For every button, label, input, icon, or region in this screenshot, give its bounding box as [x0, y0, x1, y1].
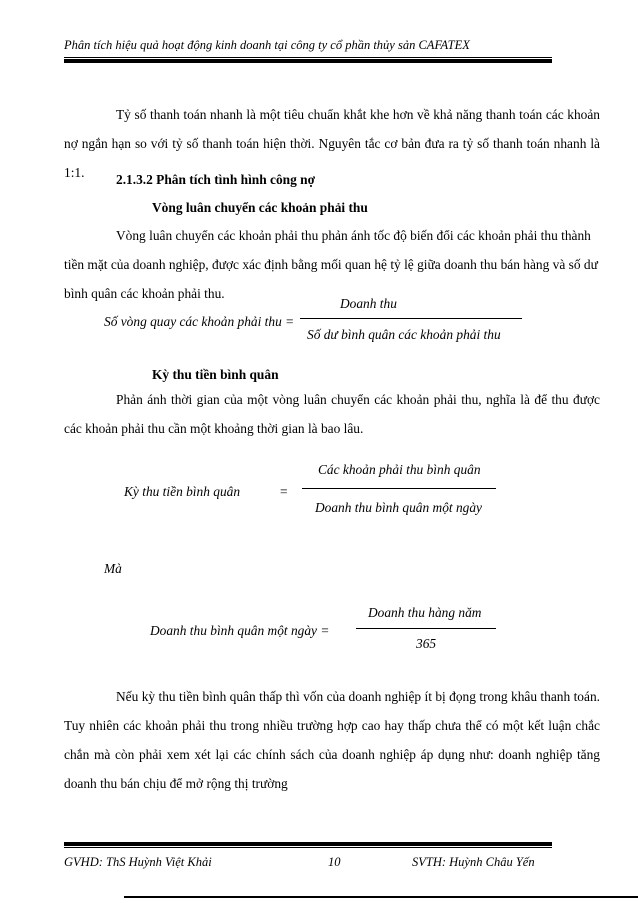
formula1-fraction-bar [300, 318, 522, 319]
paragraph-collection-period-definition: Phản ánh thời gian của một vòng luân chuyển các khoản phải thu, nghĩa là để thu được các khoản phải thu cần một khoảng thời gian là bao lâu. [64, 392, 600, 436]
section-heading: 2.1.3.2 Phân tích tình hình công nợ [116, 172, 316, 187]
formula2-denominator: Doanh thu bình quân một ngày [315, 500, 483, 515]
formula1-numerator: Doanh thu [340, 296, 397, 311]
footer-advisor: GVHD: ThS Huỳnh Việt Khải [64, 855, 212, 869]
connector-text: Mà [104, 561, 122, 576]
paragraph-quick-ratio: Tỷ số thanh toán nhanh là một tiêu chuẩn khắt khe hơn về khả năng thanh toán các khoản nợ ngắn hạn so với tỷ số thanh toán hiện thời. Nguyên tắc cơ bản đưa ra tỷ số thanh toán nhanh là 1:1. [64, 107, 600, 180]
header-rule-thin [64, 57, 552, 58]
formula3-denominator: 365 [416, 636, 437, 651]
subheading-receivable-turnover: Vòng luân chuyển các khoản phải thu [152, 200, 368, 215]
footer-rule-thin [64, 847, 552, 848]
subheading-average-collection-period: Kỳ thu tiền bình quân [152, 367, 279, 382]
formula3-numerator: Doanh thu hàng năm [368, 605, 482, 620]
formula3-lhs: Doanh thu bình quân một ngày = [150, 623, 330, 638]
formula2-lhs: Kỳ thu tiền bình quân [124, 484, 241, 499]
formula2-equals: = [280, 484, 288, 499]
formula2-fraction-bar [302, 488, 496, 489]
formula1-lhs: Số vòng quay các khoản phải thu = [104, 314, 295, 329]
page-bottom-edge [124, 896, 638, 898]
footer-rule-thick [64, 842, 552, 846]
formula1-denominator: Số dư bình quân các khoản phải thu [307, 327, 501, 342]
footer-student: SVTH: Huỳnh Châu Yến [412, 855, 535, 869]
paragraph-collection-period-analysis: Nếu kỳ thu tiền bình quân thấp thì vốn của doanh nghiệp ít bị đọng trong khâu thanh toán. Tuy nhiên các khoản phải thu trong nhiều trường hợp cao hay thấp chưa thể có một kết luận chắc chắn mà còn phải xem xét lại các chính sách của doanh nghiệp áp dụng như: doanh nghiệp tăng doanh thu bán chịu để mở rộng thị trường [64, 689, 600, 791]
formula3-fraction-bar [356, 628, 496, 629]
header-rule-thick [64, 59, 552, 63]
formula2-numerator: Các khoản phải thu bình quân [318, 462, 481, 477]
page-header-title: Phân tích hiệu quả hoạt động kinh doanh tại công ty cổ phần thủy sản CAFATEX [64, 38, 470, 52]
footer-page-number: 10 [328, 855, 341, 869]
paragraph-turnover-definition: Vòng luân chuyển các khoản phải thu phản ánh tốc độ biến đổi các khoản phải thu thành tiền mặt của doanh nghiệp, được xác định bằng mối quan hệ tỷ lệ giữa doanh thu bán hàng và số dư bình quân các khoản phải thu. [64, 228, 598, 301]
